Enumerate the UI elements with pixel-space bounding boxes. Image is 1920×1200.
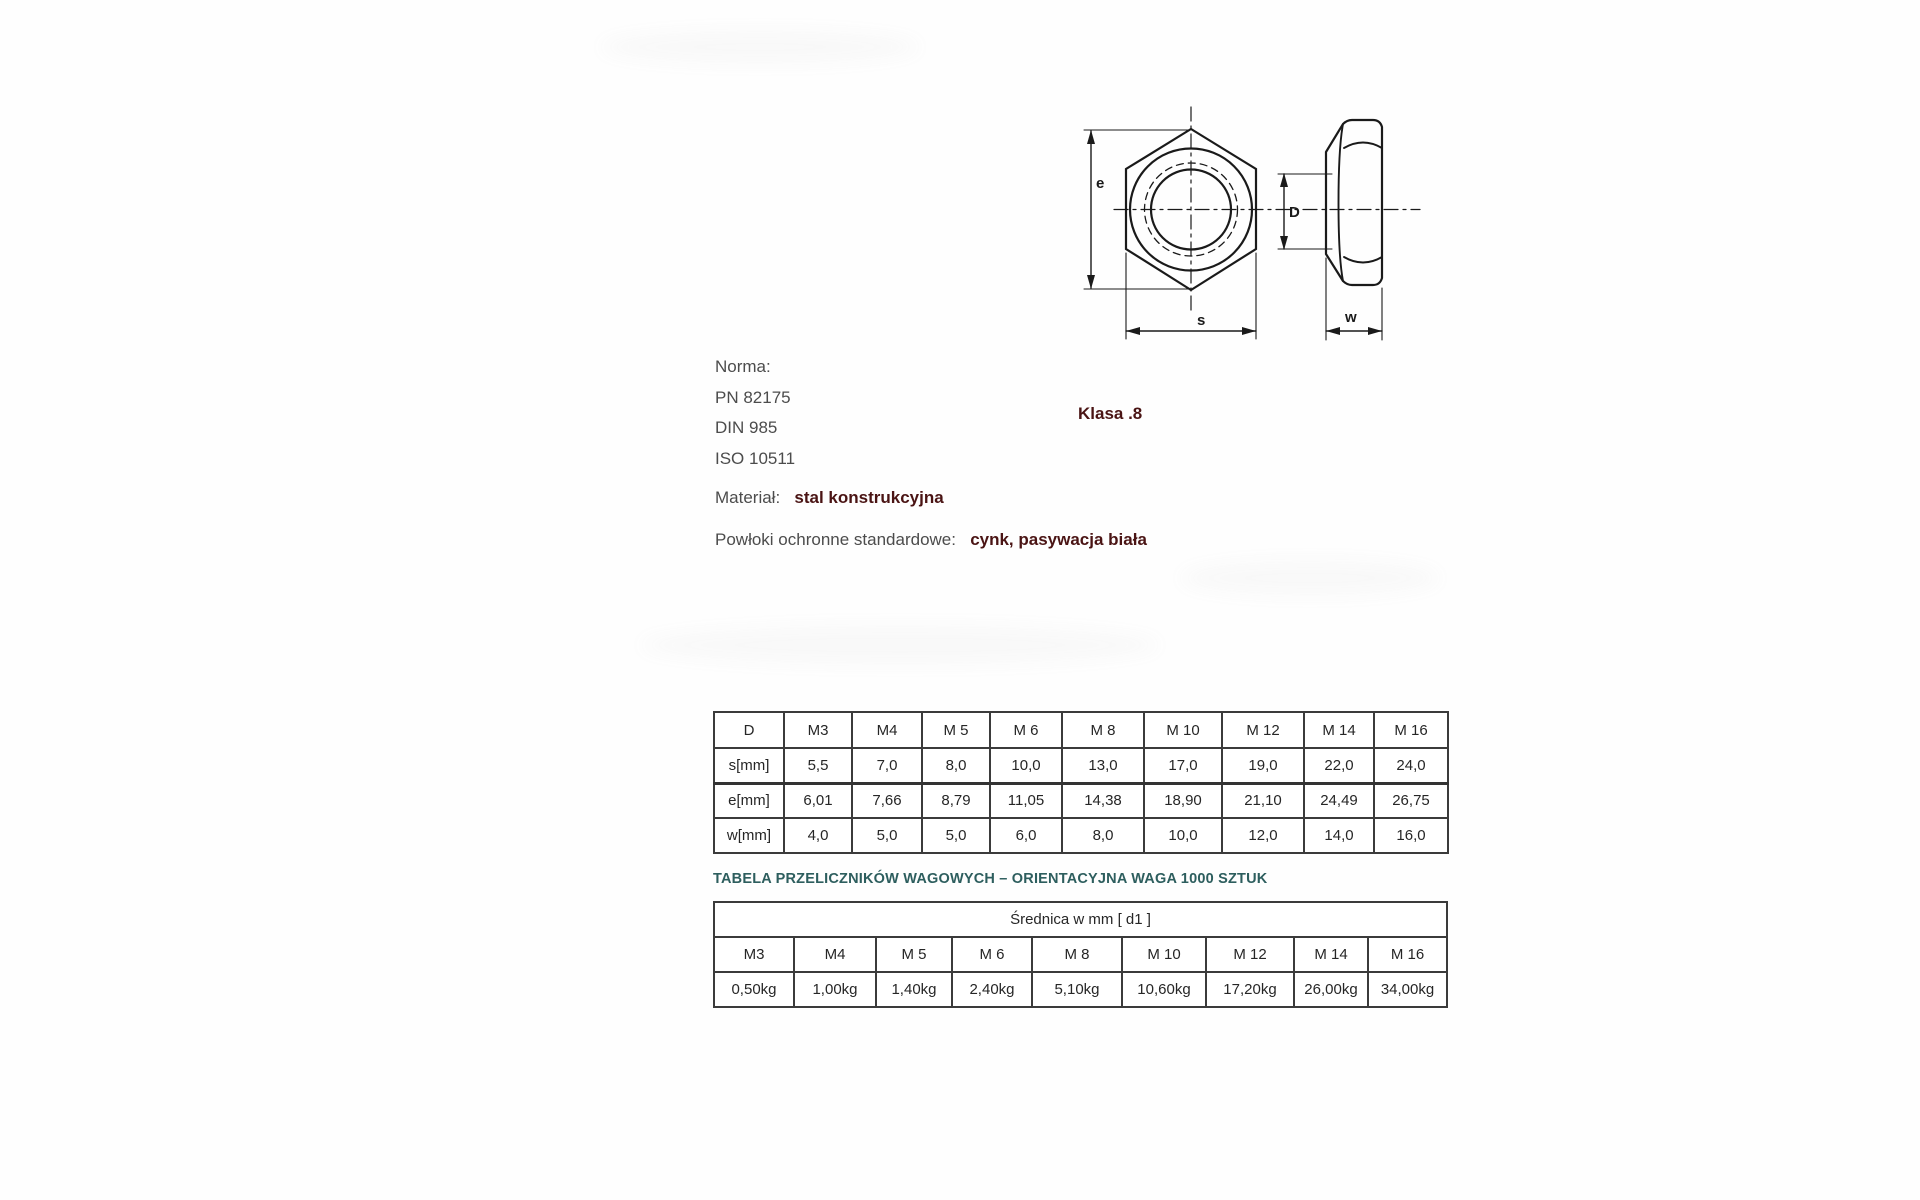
size-cell: M 14	[1294, 937, 1368, 972]
scan-smudge	[600, 30, 920, 64]
hex-nut-technical-drawing	[1040, 60, 1460, 360]
table-cell: 13,0	[1062, 748, 1144, 783]
scan-smudge	[640, 625, 1160, 665]
coating-line	[715, 530, 1147, 550]
table-cell: 10,0	[1144, 818, 1222, 853]
table-cell: 11,05	[990, 783, 1062, 818]
material-value: stal konstrukcyjna	[794, 488, 944, 507]
dim-label-w: w	[1345, 309, 1357, 326]
header-cell-m6: M 6	[990, 712, 1062, 748]
table-cell: 6,01	[784, 783, 852, 818]
nut-drawing-svg	[1040, 60, 1460, 360]
facet-edge-left	[1339, 124, 1344, 281]
header-cell-m4: M4	[852, 712, 922, 748]
header-cell-m16: M 16	[1374, 712, 1448, 748]
row-label-w: w[mm]	[714, 818, 784, 853]
table-cell: 8,79	[922, 783, 990, 818]
table-cell: 19,0	[1222, 748, 1304, 783]
weight-cell: 26,00kg	[1294, 972, 1368, 1007]
size-cell: M 6	[952, 937, 1032, 972]
table-row-w	[714, 818, 1448, 853]
header-cell-m12: M 12	[1222, 712, 1304, 748]
standard-iso: ISO 10511	[715, 448, 796, 468]
arrowhead	[1280, 236, 1288, 250]
span-header-cell: Średnica w mm [ d1 ]	[714, 902, 1447, 937]
size-cell: M 8	[1032, 937, 1122, 972]
table-cell: 4,0	[784, 818, 852, 853]
dimension-table	[713, 711, 1449, 854]
coating-value: cynk, pasywacja biała	[970, 530, 1147, 549]
dimension-table-header-row	[714, 712, 1448, 748]
table-cell: 10,0	[990, 748, 1062, 783]
size-cell: M 5	[876, 937, 952, 972]
header-cell-m3: M3	[784, 712, 852, 748]
table-cell: 5,0	[922, 818, 990, 853]
norma-label: Norma:	[715, 357, 771, 376]
arrowhead	[1087, 130, 1095, 144]
table-cell: 8,0	[1062, 818, 1144, 853]
header-cell-D: D	[714, 712, 784, 748]
table-cell: 22,0	[1304, 748, 1374, 783]
table-cell: 18,90	[1144, 783, 1222, 818]
header-cell-m8: M 8	[1062, 712, 1144, 748]
table-cell: 24,49	[1304, 783, 1374, 818]
table-cell: 26,75	[1374, 783, 1448, 818]
side-view	[1326, 120, 1382, 285]
top-chamfer-curve	[1344, 143, 1382, 149]
table-cell: 8,0	[922, 748, 990, 783]
weight-cell: 34,00kg	[1368, 972, 1447, 1007]
centerlines	[1114, 107, 1420, 312]
class-badge: Klasa .8	[1078, 404, 1143, 423]
weight-table	[713, 901, 1448, 1008]
size-cell: M 12	[1206, 937, 1294, 972]
table-cell: 5,5	[784, 748, 852, 783]
weight-cell: 1,00kg	[794, 972, 876, 1007]
table-cell: 6,0	[990, 818, 1062, 853]
weight-cell: 5,10kg	[1032, 972, 1122, 1007]
material-line	[715, 488, 944, 508]
standards-block	[715, 352, 795, 474]
table-cell: 7,66	[852, 783, 922, 818]
size-cell: M3	[714, 937, 794, 972]
weight-table-caption: TABELA PRZELICZNIKÓW WAGOWYCH – ORIENTACYJNA WAGA 1000 SZTUK	[713, 871, 1268, 887]
standard-din: DIN 985	[715, 418, 778, 437]
weight-cell: 0,50kg	[714, 972, 794, 1007]
table-row-s	[714, 748, 1448, 783]
table-cell: 14,0	[1304, 818, 1374, 853]
table-cell: 7,0	[852, 748, 922, 783]
weight-table-weights-row	[714, 972, 1447, 1007]
size-cell: M 10	[1122, 937, 1206, 972]
table-row-e	[714, 783, 1448, 818]
dimension-D	[1278, 173, 1332, 250]
arrowhead	[1126, 327, 1140, 335]
scan-smudge	[1180, 560, 1440, 596]
arrowhead	[1280, 173, 1288, 187]
dim-label-e: e	[1096, 175, 1105, 192]
dim-label-s: s	[1197, 312, 1206, 329]
size-cell: M4	[794, 937, 876, 972]
arrowhead	[1242, 327, 1256, 335]
weight-cell: 17,20kg	[1206, 972, 1294, 1007]
weight-cell: 1,40kg	[876, 972, 952, 1007]
row-label-s: s[mm]	[714, 748, 784, 783]
weight-cell: 10,60kg	[1122, 972, 1206, 1007]
bottom-chamfer-curve	[1344, 257, 1382, 263]
table-cell: 12,0	[1222, 818, 1304, 853]
table-cell: 17,0	[1144, 748, 1222, 783]
table-cell: 16,0	[1374, 818, 1448, 853]
header-cell-m14: M 14	[1304, 712, 1374, 748]
weight-table-sizes-row	[714, 937, 1447, 972]
dimension-w	[1326, 258, 1382, 340]
coating-label: Powłoki ochronne standardowe:	[715, 530, 956, 549]
row-label-e: e[mm]	[714, 783, 784, 818]
dim-label-D: D	[1289, 204, 1300, 221]
table-cell: 14,38	[1062, 783, 1144, 818]
arrowhead	[1087, 275, 1095, 289]
header-cell-m10: M 10	[1144, 712, 1222, 748]
arrowhead	[1368, 327, 1382, 335]
table-cell: 24,0	[1374, 748, 1448, 783]
table-cell: 5,0	[852, 818, 922, 853]
material-label: Materiał:	[715, 488, 781, 507]
table-cell: 21,10	[1222, 783, 1304, 818]
standard-pn: PN 82175	[715, 387, 791, 407]
header-cell-m5: M 5	[922, 712, 990, 748]
weight-table-span-header-row	[714, 902, 1447, 937]
size-cell: M 16	[1368, 937, 1447, 972]
arrowhead	[1326, 327, 1340, 335]
weight-cell: 2,40kg	[952, 972, 1032, 1007]
